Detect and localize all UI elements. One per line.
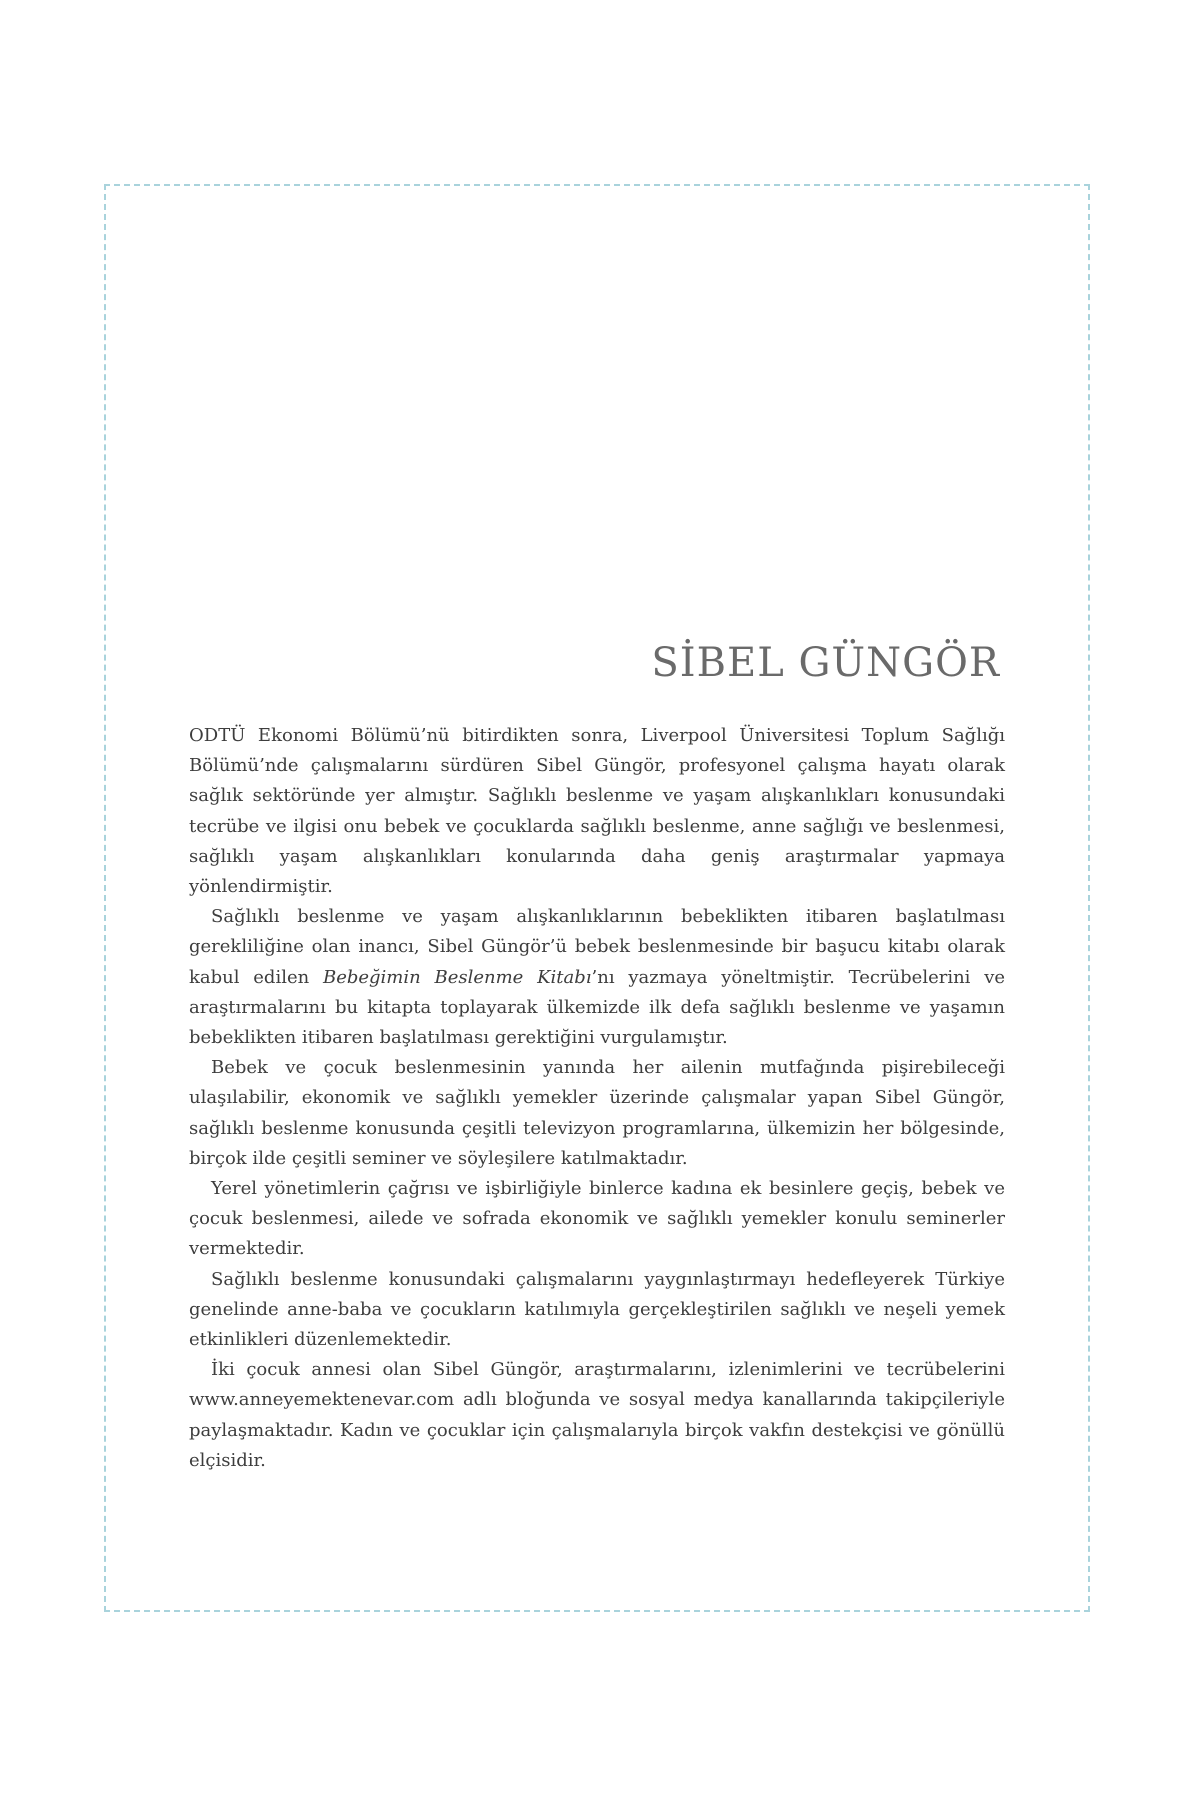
bio-paragraph-2: [189, 902, 1005, 1053]
bio-paragraph-1: ODTÜ Ekonomi Bölümü’nü bitirdikten sonra, Liverpool Üniversitesi Toplum Sağlığı Bölümü’nde çalışmalarını sürdüren Sibel Güngör, profesyonel çalışma hayatı olarak sağlık sektöründe yer almıştır. Sağlıklı beslenme ve yaşam alışkanlıkları konusundaki tecrübe ve ilgisi onu bebek ve çocuklarda sağlıklı beslenme, anne sağlığı ve beslenmesi, sağlıklı yaşam alışkanlıkları konularında daha geniş araştırmalar yapmaya yönlendirmiştir.: [189, 725, 1005, 898]
bio-paragraph-6: İki çocuk annesi olan Sibel Güngör, araştırmalarını, izlenimlerini ve tecrübelerini www.anneyemektenevar.com adlı bloğunda ve sosyal medya kanallarında takipçileriyle paylaşmaktadır. Kadın ve çocuklar için çalışmalarıyla birçok vakfın destekçisi ve gönüllü elçisidir.: [189, 1359, 1005, 1471]
bio-paragraph-2-text-before: Sağlıklı beslenme ve yaşam alışkanlıklarının bebeklikten itibaren başlatılması gerekliliğine olan inancı, Sibel Güngör’ü bebek beslenmesinde bir başucu kitabı olarak kabul edilen: [189, 906, 1005, 988]
bio-paragraph-4: Yerel yönetimlerin çağrısı ve işbirliğiyle binlerce kadına ek besinlere geçiş, bebek ve çocuk beslenmesi, ailede ve sofrada ekonomik ve sağlıklı yemekler konulu seminerler vermektedir.: [189, 1178, 1005, 1260]
bio-paragraph-5: Sağlıklı beslenme konusundaki çalışmalarını yaygınlaştırmayı hedefleyerek Türkiye genelinde anne-baba ve çocukların katılımıyla gerçekleştirilen sağlıklı ve neşeli yemek etkinlikleri düzenlemektedir.: [189, 1268, 1005, 1351]
author-name-heading: SİBEL GÜNGÖR: [651, 640, 1000, 686]
book-title: Bebeğimin Beslenme Kitabı: [322, 966, 592, 988]
bio-paragraph-2-text-after: ’nı yazmaya yöneltmiştir. Tecrübelerini ve araştırmalarını bu kitapta toplayarak ülkemizde ilk defa sağlıklı beslenme ve yaşamın bebeklikten itibaren başlatılması gerektiğini vurgulamıştır.: [189, 966, 1006, 1049]
author-biography: [189, 721, 1005, 1476]
bio-paragraph-3: Bebek ve çocuk beslenmesinin yanında her ailenin mutfağında pişirebileceği ulaşılabilir, ekonomik ve sağlıklı yemekler üzerinde çalışmalar yapan Sibel Güngör, sağlıklı beslenme konusunda çeşitli televizyon programlarına, ülkemizin her bölgesinde, birçok ilde çeşitli seminer ve söyleşilere katılmaktadır.: [189, 1057, 1005, 1169]
